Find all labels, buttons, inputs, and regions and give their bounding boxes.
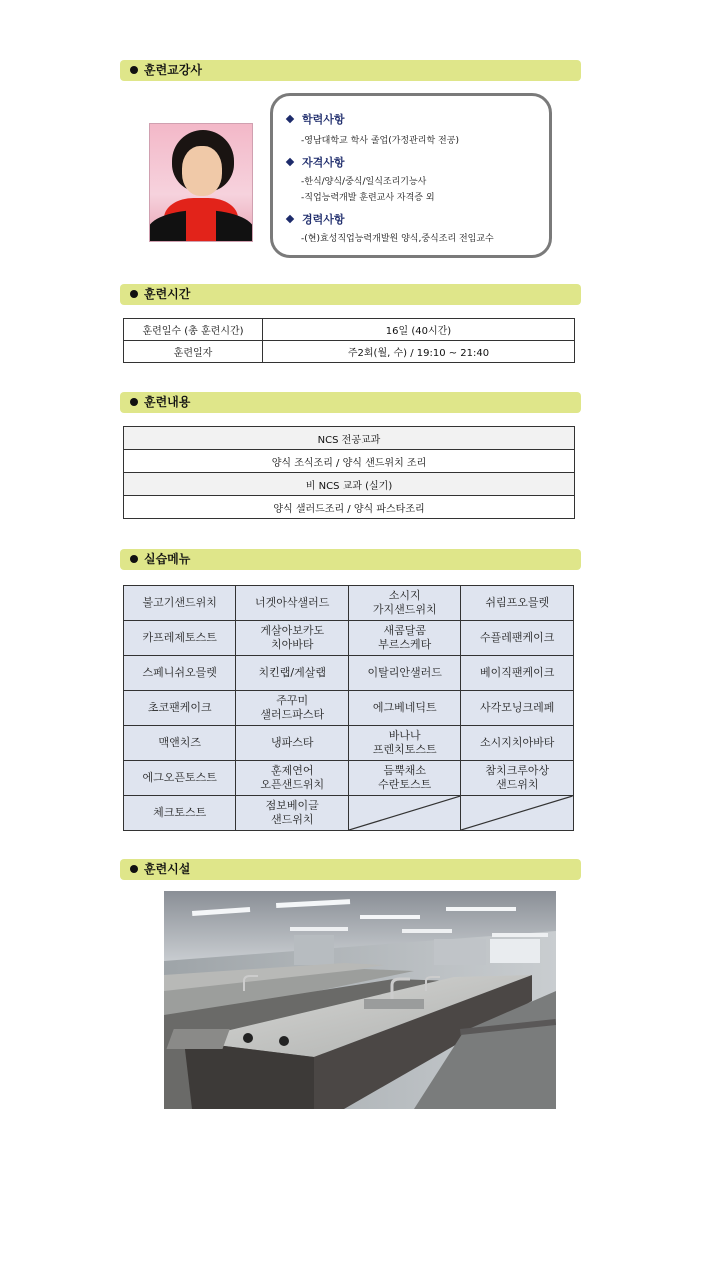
table-cell: NCS 전공교과 [124, 427, 575, 450]
instructor-info-box [270, 93, 552, 258]
section-header-instructor [120, 60, 581, 81]
license-line: -한식/양식/중식/일식조리기능사 [301, 177, 427, 187]
table-cell: 양식 샐러드조리 / 양식 파스타조리 [124, 496, 575, 519]
table-row [124, 496, 575, 519]
diamond-bullet-icon [286, 158, 294, 166]
table-row [124, 427, 575, 450]
section-title: 훈련내용 [144, 395, 191, 409]
section-title: 실습메뉴 [144, 552, 191, 566]
table-cell: 비 NCS 교과 (실기) [124, 473, 575, 496]
table-row [124, 341, 575, 363]
menu-cell: 수플레팬케이크 [461, 621, 574, 656]
menu-row [124, 656, 574, 691]
menu-cell: 참치크루아상 샌드위치 [461, 761, 574, 796]
menu-table [123, 585, 574, 831]
table-cell: 훈련일수 (총 훈련시간) [124, 319, 263, 341]
menu-row [124, 691, 574, 726]
heading-text: 학력사항 [302, 113, 345, 126]
education-line: -영남대학교 학사 졸업(가정관리학 전공) [301, 136, 459, 146]
menu-cell: 쉬림프오믈렛 [461, 586, 574, 621]
license-heading [287, 154, 345, 170]
heading-text: 자격사항 [302, 156, 345, 169]
menu-cell: 소시지 가지샌드위치 [348, 586, 460, 621]
menu-cell: 에그오픈토스트 [124, 761, 236, 796]
menu-cell-empty [461, 796, 574, 831]
menu-cell: 에그베네딕트 [348, 691, 460, 726]
bullet-icon [130, 865, 138, 873]
bullet-icon [130, 290, 138, 298]
menu-row [124, 726, 574, 761]
table-row [124, 450, 575, 473]
menu-cell-empty [348, 796, 460, 831]
career-heading [287, 211, 345, 227]
menu-cell: 체크토스트 [124, 796, 236, 831]
table-row [124, 473, 575, 496]
menu-cell: 점보베이글 샌드위치 [236, 796, 349, 831]
section-header-content [120, 392, 581, 413]
menu-row [124, 586, 574, 621]
table-cell: 양식 조식조리 / 양식 샌드위치 조리 [124, 450, 575, 473]
content-table [123, 426, 575, 519]
menu-cell: 냉파스타 [236, 726, 349, 761]
menu-row [124, 796, 574, 831]
menu-cell: 주꾸미 샐러드파스타 [236, 691, 349, 726]
table-cell: 주2회(월, 수) / 19:10 ~ 21:40 [263, 341, 575, 363]
menu-cell: 치킨랩/게살랩 [236, 656, 349, 691]
table-cell: 훈련일자 [124, 341, 263, 363]
menu-row [124, 621, 574, 656]
menu-cell: 카프레제토스트 [124, 621, 236, 656]
menu-cell: 베이직팬케이크 [461, 656, 574, 691]
career-line: -(현)효성직업능력개발원 양식,중식조리 전임교수 [301, 234, 494, 244]
table-row [124, 319, 575, 341]
menu-cell: 너겟아삭샐러드 [236, 586, 349, 621]
menu-row [124, 761, 574, 796]
menu-cell: 바나나 프렌치토스트 [348, 726, 460, 761]
menu-cell: 사각모닝크레페 [461, 691, 574, 726]
section-header-time [120, 284, 581, 305]
section-title: 훈련교강사 [144, 63, 202, 77]
menu-cell: 스페니쉬오믈렛 [124, 656, 236, 691]
instructor-photo [149, 123, 253, 242]
menu-cell: 듬뿍채소 수란토스트 [348, 761, 460, 796]
menu-cell: 훈제연어 오픈샌드위치 [236, 761, 349, 796]
bullet-icon [130, 66, 138, 74]
bullet-icon [130, 555, 138, 563]
menu-cell: 불고기샌드위치 [124, 586, 236, 621]
menu-cell: 소시지치아바타 [461, 726, 574, 761]
section-header-facility [120, 859, 581, 880]
section-title: 훈련시설 [144, 862, 191, 876]
diamond-bullet-icon [286, 215, 294, 223]
time-table [123, 318, 575, 363]
license-line: -직업능력개발 훈련교사 자격증 외 [301, 193, 435, 203]
education-heading [287, 111, 345, 127]
menu-cell: 게살아보카도 치아바타 [236, 621, 349, 656]
menu-cell: 맥앤치즈 [124, 726, 236, 761]
section-header-menu [120, 549, 581, 570]
table-cell: 16일 (40시간) [263, 319, 575, 341]
heading-text: 경력사항 [302, 213, 345, 226]
section-title: 훈련시간 [144, 287, 191, 301]
facility-photo [164, 891, 556, 1109]
bullet-icon [130, 398, 138, 406]
diamond-bullet-icon [286, 115, 294, 123]
menu-cell: 초코팬케이크 [124, 691, 236, 726]
menu-cell: 새콤달콤 부르스케타 [348, 621, 460, 656]
menu-cell: 이탈리안샐러드 [348, 656, 460, 691]
